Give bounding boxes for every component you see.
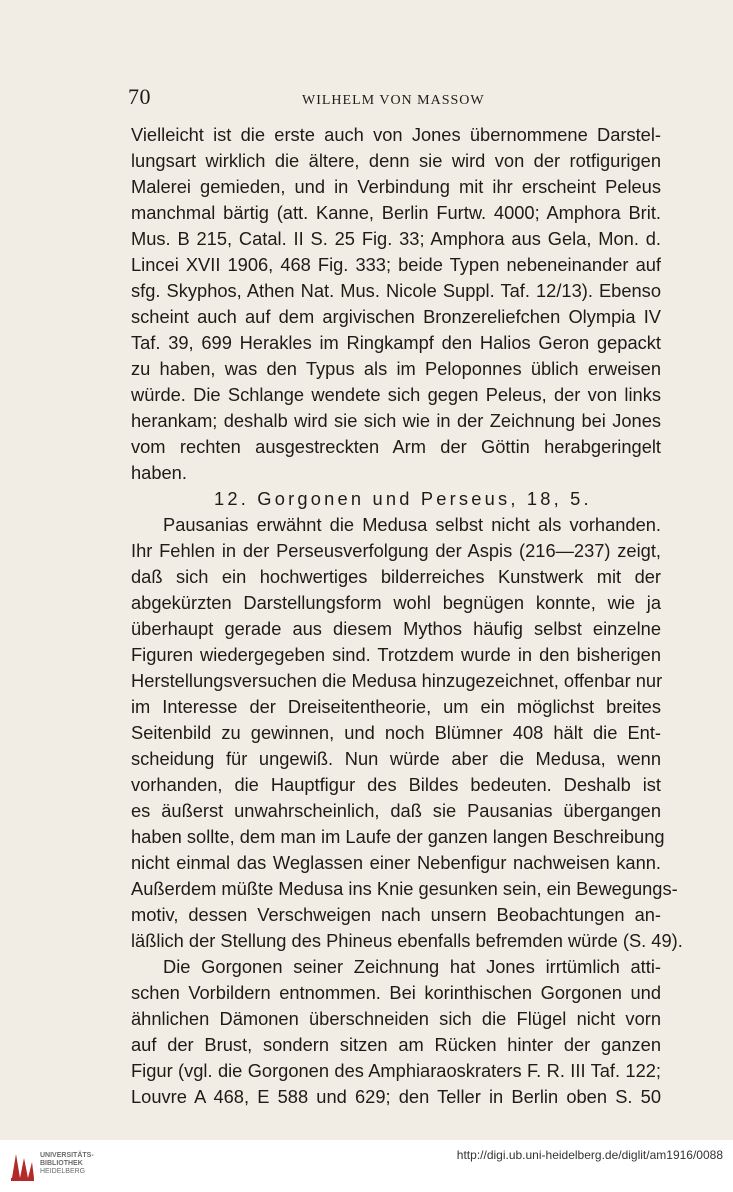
text-line: überhaupt gerade aus diesem Mythos häufig selbst einzelne	[131, 618, 661, 639]
text-line: Figuren wiedergegeben sind. Trotzdem wurde in den bisherigen	[131, 644, 661, 665]
text-line: Pausanias erwähnt die Medusa selbst nicht als vorhanden.	[163, 514, 661, 535]
text-line: Außerdem müßte Medusa ins Knie gesunken sein, ein Bewegungs-	[131, 878, 678, 899]
text-line: zu haben, was den Typus als im Peloponnes üblich erweisen	[131, 358, 661, 379]
viewer-footer	[0, 1140, 733, 1192]
text-line: Herstellungsversuchen die Medusa hinzugezeichnet, offenbar nur	[131, 670, 663, 691]
text-line: vorhanden, die Hauptfigur des Bildes bedeuten. Deshalb ist	[131, 774, 661, 795]
text-line: im Interesse der Dreiseitentheorie, um ein möglichst breites	[131, 696, 661, 717]
text-line: Ihr Fehlen in der Perseusverfolgung der Aspis (216—237) zeigt,	[131, 540, 661, 561]
text-line: manchmal bärtig (att. Kanne, Berlin Furtw. 4000; Amphora Brit.	[131, 202, 661, 223]
text-line: sfg. Skyphos, Athen Nat. Mus. Nicole Suppl. Taf. 12/13). Ebenso	[131, 280, 661, 301]
text-line: nicht einmal das Weglassen einer Nebenfigur nachweisen kann.	[131, 852, 661, 873]
page-number: 70	[128, 84, 151, 109]
text-line: Die Gorgonen seiner Zeichnung hat Jones irrtümlich atti-	[163, 956, 661, 977]
text-line: Figur (vgl. die Gorgonen des Amphiaraoskraters F. R. III Taf. 122;	[131, 1060, 661, 1081]
text-line: haben sollte, dem man im Laufe der ganzen langen Beschreibung	[131, 826, 665, 847]
source-url[interactable]: http://digi.ub.uni-heidelberg.de/diglit/am1916/0088	[456, 1148, 723, 1162]
text-line: Malerei gemieden, und in Verbindung mit ihr erscheint Peleus	[131, 176, 661, 197]
text-line: scheint auch auf dem argivischen Bronzereliefchen Olympia IV	[131, 306, 661, 327]
text-line: es äußerst unwahrscheinlich, daß sie Pausanias übergangen	[131, 800, 661, 821]
text-line: läßlich der Stellung des Phineus ebenfalls befremden würde (S. 49).	[131, 930, 683, 951]
section-heading: 12. Gorgonen und Perseus, 18, 5.	[214, 488, 592, 509]
text-line: abgekürzten Darstellungsform wohl begnügen konnte, wie ja	[131, 592, 661, 613]
text-line: daß sich ein hochwertiges bilderreiches Kunstwerk mit der	[131, 566, 661, 587]
library-logo-icon	[8, 1148, 36, 1184]
text-line: Taf. 39, 699 Herakles im Ringkampf den Halios Geron gepackt	[131, 332, 661, 353]
text-line: ähnlichen Dämonen überschneiden sich die Flügel nicht vorn	[131, 1008, 661, 1029]
text-line: Mus. B 215, Catal. II S. 25 Fig. 33; Amphora aus Gela, Mon. d.	[131, 228, 661, 249]
text-line: haben.	[131, 462, 187, 483]
text-line: schen Vorbildern entnommen. Bei korinthischen Gorgonen und	[131, 982, 661, 1003]
text-line: motiv, dessen Verschweigen nach unsern Beobachtungen an-	[131, 904, 661, 925]
text-line: lungsart wirklich die ältere, denn sie wird von der rotfigurigen	[131, 150, 661, 171]
text-line: Seitenbild zu gewinnen, und noch Blümner 408 hält die Ent-	[131, 722, 661, 743]
text-line: Louvre A 468, E 588 und 629; den Teller in Berlin oben S. 50	[131, 1086, 661, 1107]
text-line: scheidung für ungewiß. Nun würde aber die Medusa, wenn	[131, 748, 661, 769]
text-line: auf der Brust, sondern sitzen am Rücken hinter der ganzen	[131, 1034, 661, 1055]
text-line: Vielleicht ist die erste auch von Jones übernommene Darstel-	[131, 124, 661, 145]
library-name: UNIVERSITÄTS- BIBLIOTHEK HEIDELBERG	[40, 1152, 94, 1175]
text-line: würde. Die Schlange wendete sich gegen Peleus, der von links	[131, 384, 661, 405]
text-line: vom rechten ausgestreckten Arm der Göttin herabgeringelt	[131, 436, 661, 457]
text-line: herankam; deshalb wird sie sich wie in der Zeichnung bei Jones	[131, 410, 661, 431]
text-line: Lincei XVII 1906, 468 Fig. 333; beide Typen nebeneinander auf	[131, 254, 661, 275]
running-title: WILHELM VON MASSOW	[302, 93, 485, 108]
